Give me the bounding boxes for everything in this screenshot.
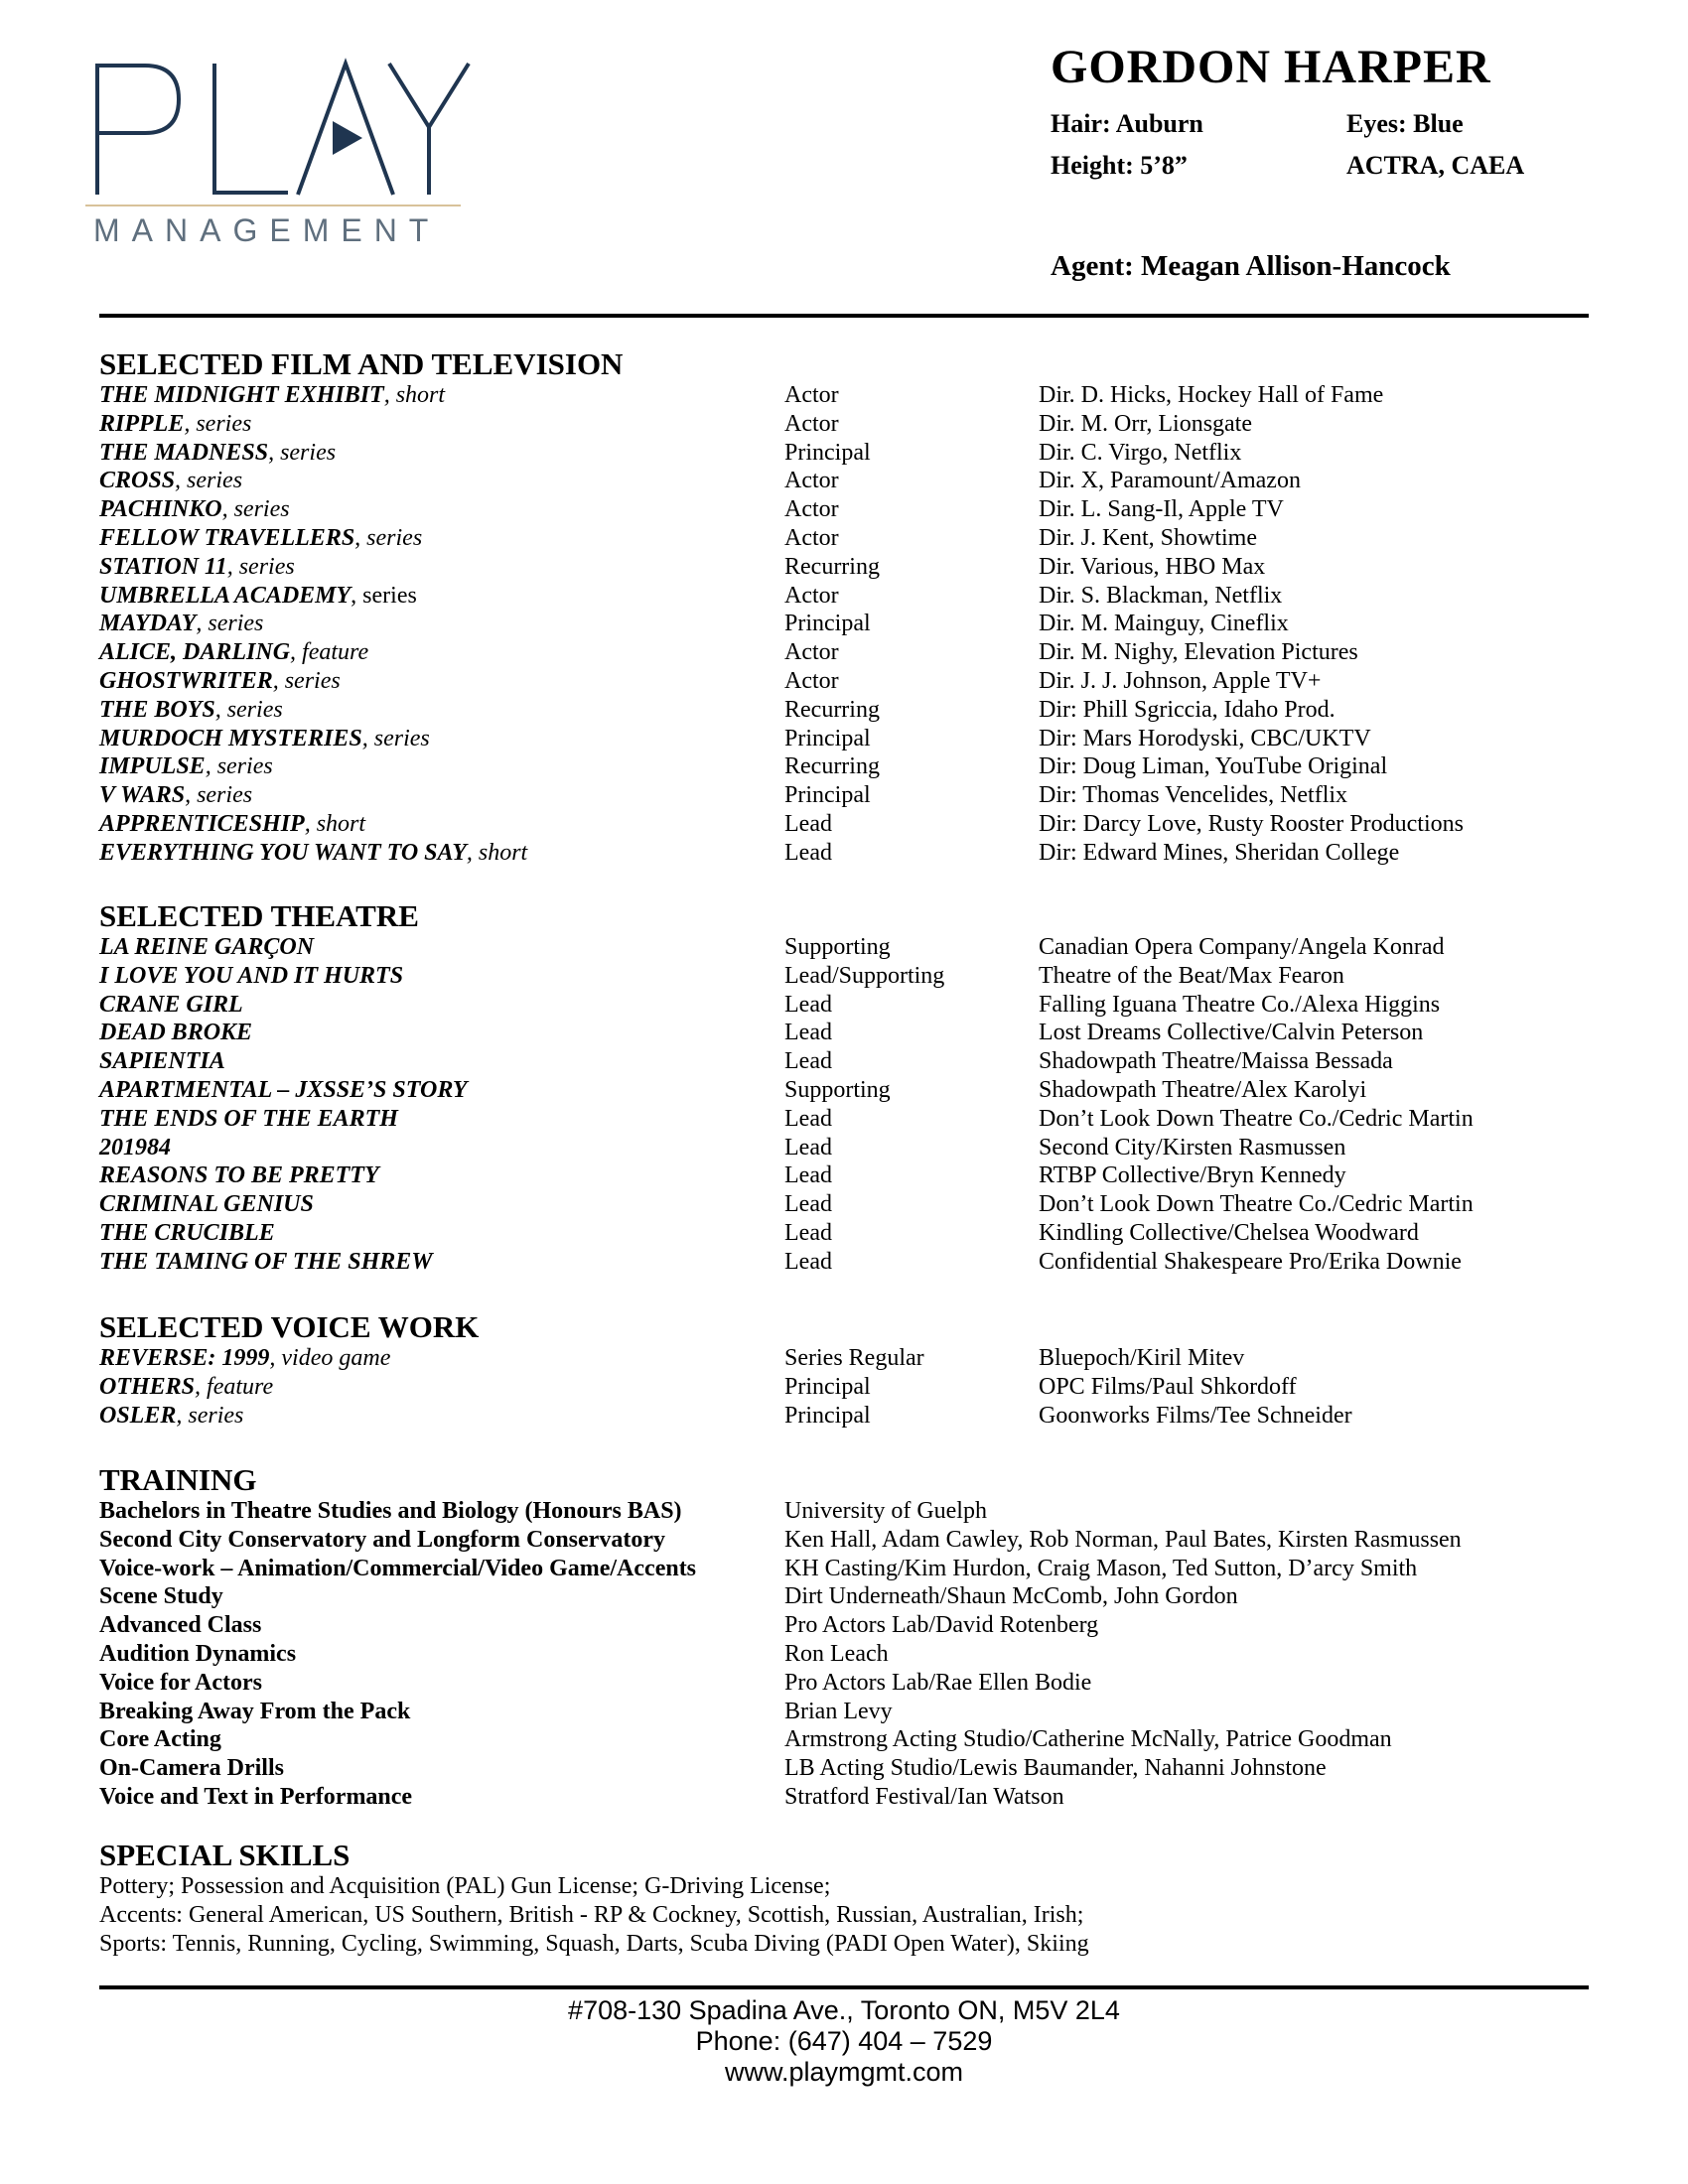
credit-row [99, 439, 1589, 468]
skills-line: Pottery; Possession and Acquisition (PAL) Gun License; G-Driving License; [99, 1873, 831, 1899]
credit-title: OSLER [99, 1402, 177, 1429]
theatre-section [99, 899, 1589, 1277]
credit-row [99, 582, 1589, 611]
training-course: Bachelors in Theatre Studies and Biology (Honours BAS) [99, 1498, 682, 1524]
credit-role: Lead [784, 810, 832, 837]
credit-title-cell [99, 781, 252, 810]
credit-director: Dir: Phill Sgriccia, Idaho Prod. [1039, 696, 1336, 723]
credit-title-cell [99, 1019, 252, 1047]
training-list [99, 1497, 1589, 1812]
training-instructor: Pro Actors Lab/David Rotenberg [784, 1612, 1099, 1639]
credit-director: Canadian Opera Company/Angela Konrad [1039, 934, 1445, 960]
credit-title-cell [99, 1161, 379, 1190]
training-course: Scene Study [99, 1583, 223, 1610]
credit-row [99, 1190, 1589, 1219]
credit-format: , series [214, 696, 283, 723]
credit-title: V WARS [99, 782, 186, 809]
credit-director: Kindling Collective/Chelsea Woodward [1039, 1219, 1419, 1246]
credit-role: Supporting [784, 1076, 891, 1103]
credit-role: Actor [784, 524, 839, 551]
credit-row [99, 991, 1589, 1020]
credit-director: Dir: Doug Liman, YouTube Original [1039, 753, 1388, 780]
credit-role: Lead [784, 1162, 832, 1189]
credit-role: Recurring [784, 553, 880, 580]
logo-divider [85, 205, 461, 206]
credit-row [99, 839, 1589, 868]
credit-title: APARTMENTAL – JXSSE’S STORY [99, 1076, 468, 1103]
credit-title-cell [99, 1076, 468, 1105]
film-credit-list [99, 381, 1589, 868]
credit-title-cell [99, 933, 314, 962]
credit-row [99, 638, 1589, 667]
credit-director: Dir. L. Sang-Il, Apple TV [1039, 496, 1284, 523]
credit-title-cell [99, 467, 242, 495]
credit-title-cell [99, 553, 295, 582]
credit-title-cell [99, 381, 445, 410]
training-row [99, 1611, 1589, 1640]
credit-director: Don’t Look Down Theatre Co./Cedric Martin [1039, 1105, 1474, 1132]
training-course: Advanced Class [99, 1612, 262, 1639]
union-affiliations: ACTRA, CAEA [1346, 151, 1525, 180]
credit-title: FELLOW TRAVELLERS [99, 524, 355, 551]
credit-director: Dir: Edward Mines, Sheridan College [1039, 839, 1400, 866]
agency-phone: Phone: (647) 404 – 7529 [695, 2026, 993, 2056]
training-row [99, 1497, 1589, 1526]
credit-role: Principal [784, 1402, 871, 1429]
section-heading: SELECTED VOICE WORK [99, 1309, 480, 1344]
header-divider [99, 314, 1589, 318]
section-heading: TRAINING [99, 1462, 257, 1497]
credit-row [99, 495, 1589, 524]
credit-row [99, 1248, 1589, 1277]
training-instructor: Ron Leach [784, 1640, 889, 1667]
credit-title: MURDOCH MYSTERIES [99, 725, 362, 751]
credit-role: Principal [784, 782, 871, 809]
credit-role: Lead [784, 1105, 832, 1132]
credit-row [99, 1019, 1589, 1047]
credit-format: , series [196, 611, 264, 637]
credit-role: Lead [784, 1020, 832, 1046]
credit-title-cell [99, 439, 336, 468]
credit-role: Principal [784, 611, 871, 637]
credit-row [99, 1047, 1589, 1076]
credit-row [99, 962, 1589, 991]
credit-format: , short [466, 839, 528, 866]
credit-title-cell [99, 582, 417, 611]
training-instructor: University of Guelph [784, 1498, 987, 1524]
footer-divider [99, 1985, 1589, 1989]
credit-title: PACHINKO [99, 496, 222, 523]
credit-role: Actor [784, 382, 839, 408]
credit-title: THE TAMING OF THE SHREW [99, 1248, 433, 1275]
credit-role: Actor [784, 667, 839, 694]
credit-title-cell [99, 495, 290, 524]
actor-name: GORDON HARPER [1051, 41, 1491, 93]
play-logo-wordmark [93, 56, 471, 205]
section-heading: SELECTED FILM AND TELEVISION [99, 346, 624, 381]
credit-title: OTHERS [99, 1373, 196, 1400]
credit-format: , feature [290, 639, 369, 666]
credit-role: Principal [784, 439, 871, 466]
agent-name: Agent: Meagan Allison-Hancock [1051, 250, 1451, 282]
credit-title: MAYDAY [99, 611, 197, 637]
credit-director: Theatre of the Beat/Max Fearon [1039, 962, 1344, 989]
credit-row [99, 1105, 1589, 1134]
credit-format: , series [354, 524, 423, 551]
eye-color: Eyes: Blue [1346, 109, 1464, 138]
credit-title: THE BOYS [99, 696, 215, 723]
credit-row [99, 1402, 1589, 1431]
credit-row [99, 553, 1589, 582]
credit-director: Dir. Various, HBO Max [1039, 553, 1266, 580]
credit-format: , series [185, 782, 253, 809]
credit-title: STATION 11 [99, 553, 227, 580]
voice-credit-list [99, 1344, 1589, 1430]
credit-title: THE ENDS OF THE EARTH [99, 1105, 398, 1132]
credit-director: Don’t Look Down Theatre Co./Cedric Martin [1039, 1191, 1474, 1218]
credit-title: IMPULSE [99, 753, 206, 780]
training-course: Voice for Actors [99, 1669, 262, 1696]
credit-title: UMBRELLA ACADEMY [99, 582, 352, 609]
credit-director: Dir: Thomas Vencelides, Netflix [1039, 782, 1348, 809]
training-row [99, 1725, 1589, 1754]
credit-format: , short [383, 382, 446, 408]
credit-director: Dir. X, Paramount/Amazon [1039, 468, 1301, 494]
credit-director: Bluepoch/Kiril Mitev [1039, 1345, 1245, 1371]
credit-role: Actor [784, 582, 839, 609]
credit-title-cell [99, 410, 251, 439]
credit-title: REASONS TO BE PRETTY [99, 1162, 379, 1189]
credit-row [99, 610, 1589, 638]
credit-format: , series [205, 753, 273, 780]
credit-director: Dir. M. Mainguy, Cineflix [1039, 611, 1289, 637]
training-row [99, 1582, 1589, 1611]
credit-row [99, 1161, 1589, 1190]
credit-row [99, 1076, 1589, 1105]
credit-title: LA REINE GARÇON [99, 934, 315, 960]
credit-title-cell [99, 667, 341, 696]
credit-title-cell [99, 1402, 243, 1431]
credit-role: Supporting [784, 934, 891, 960]
credit-title: THE MIDNIGHT EXHIBIT [99, 382, 384, 408]
credit-row [99, 1134, 1589, 1162]
credit-row [99, 467, 1589, 495]
credit-director: Dir: Darcy Love, Rusty Rooster Productions [1039, 810, 1464, 837]
credit-director: Dir. J. J. Johnson, Apple TV+ [1039, 667, 1322, 694]
credit-role: Actor [784, 639, 839, 666]
credit-title-cell [99, 962, 403, 991]
credit-director: Goonworks Films/Tee Schneider [1039, 1402, 1352, 1429]
credit-director: Second City/Kirsten Rasmussen [1039, 1134, 1346, 1160]
credit-title-cell [99, 1190, 314, 1219]
credit-title-cell [99, 1373, 273, 1402]
credit-title: DEAD BROKE [99, 1020, 253, 1046]
credit-title: CRIMINAL GENIUS [99, 1191, 314, 1218]
training-course: Voice-work – Animation/Commercial/Video Game/Accents [99, 1555, 697, 1581]
film-tv-section [99, 347, 1589, 868]
training-row [99, 1698, 1589, 1726]
credit-title-cell [99, 524, 422, 553]
credit-role: Lead/Supporting [784, 962, 945, 989]
credit-format: , series [184, 410, 252, 437]
credit-row [99, 1344, 1589, 1373]
credit-row [99, 933, 1589, 962]
credit-format: , series [221, 496, 290, 523]
agency-footer [0, 1995, 1688, 2088]
credit-title-cell [99, 1344, 390, 1373]
credit-role: Actor [784, 410, 839, 437]
credit-title-cell [99, 810, 365, 839]
agency-address: #708-130 Spadina Ave., Toronto ON, M5V 2L4 [568, 1995, 1120, 2025]
credit-format: , series [226, 553, 295, 580]
logo-subtitle: MANAGEMENT [93, 212, 441, 248]
skills-line: Accents: General American, US Southern, British - RP & Cockney, Scottish, Russian, Australian, Irish; [99, 1901, 1084, 1928]
credit-row [99, 524, 1589, 553]
training-row [99, 1640, 1589, 1669]
credit-title: APPRENTICESHIP [99, 810, 305, 837]
credit-title: ALICE, DARLING [99, 639, 291, 666]
training-instructor: Ken Hall, Adam Cawley, Rob Norman, Paul Bates, Kirsten Rasmussen [784, 1526, 1462, 1553]
training-instructor: KH Casting/Kim Hurdon, Craig Mason, Ted Sutton, D’arcy Smith [784, 1555, 1418, 1581]
voice-section [99, 1310, 1589, 1430]
training-course: Second City Conservatory and Longform Conservatory [99, 1526, 665, 1553]
credit-director: Dir: Mars Horodyski, CBC/UKTV [1039, 725, 1371, 751]
credit-title: REVERSE: 1999 [99, 1345, 270, 1371]
credit-director: OPC Films/Paul Shkordoff [1039, 1373, 1297, 1400]
credit-row [99, 781, 1589, 810]
training-course: Breaking Away From the Pack [99, 1698, 411, 1724]
credit-title-cell [99, 1047, 225, 1076]
credit-row [99, 381, 1589, 410]
credit-role: Principal [784, 725, 871, 751]
credit-role: Actor [784, 496, 839, 523]
credit-title: THE MADNESS [99, 439, 269, 466]
credit-director: Dir. J. Kent, Showtime [1039, 524, 1257, 551]
credit-title-cell [99, 1105, 398, 1134]
credit-row [99, 667, 1589, 696]
credit-row [99, 810, 1589, 839]
training-row [99, 1754, 1589, 1783]
credit-row [99, 1373, 1589, 1402]
credit-role: Lead [784, 1219, 832, 1246]
training-row [99, 1669, 1589, 1698]
credit-role: Principal [784, 1373, 871, 1400]
hair-color: Hair: Auburn [1051, 109, 1203, 138]
credit-title-cell [99, 752, 273, 781]
agency-website[interactable]: www.playmgmt.com [724, 2057, 964, 2087]
credit-role: Lead [784, 1134, 832, 1160]
credit-title-cell [99, 638, 368, 667]
credit-title: CROSS [99, 468, 176, 494]
credit-format: , series [361, 725, 430, 751]
training-instructor: Dirt Underneath/Shaun McComb, John Gordon [784, 1583, 1238, 1610]
credit-format: , series [272, 667, 341, 694]
credit-role: Series Regular [784, 1345, 924, 1371]
credit-title: THE CRUCIBLE [99, 1219, 275, 1246]
theatre-credit-list [99, 933, 1589, 1277]
credit-director: Dir. C. Virgo, Netflix [1039, 439, 1242, 466]
credit-title: GHOSTWRITER [99, 667, 273, 694]
credit-title: CRANE GIRL [99, 991, 243, 1018]
training-row [99, 1783, 1589, 1812]
skills-line: Sports: Tennis, Running, Cycling, Swimming, Squash, Darts, Scuba Diving (PADI Open Water), Skiing [99, 1930, 1089, 1957]
credit-format: , series [175, 468, 243, 494]
training-course: Core Acting [99, 1726, 221, 1753]
credit-title-cell [99, 1134, 171, 1162]
credit-director: Dir. D. Hicks, Hockey Hall of Fame [1039, 382, 1384, 408]
credit-title-cell [99, 1219, 275, 1248]
credit-row [99, 752, 1589, 781]
training-instructor: Brian Levy [784, 1698, 893, 1724]
section-heading: SPECIAL SKILLS [99, 1838, 351, 1872]
credit-row [99, 1219, 1589, 1248]
training-instructor: LB Acting Studio/Lewis Baumander, Nahanni Johnstone [784, 1755, 1327, 1782]
credit-director: Dir. M. Nighy, Elevation Pictures [1039, 639, 1358, 666]
training-course: Voice and Text in Performance [99, 1783, 413, 1810]
credit-director: Falling Iguana Theatre Co./Alexa Higgins [1039, 991, 1441, 1018]
credit-format: , feature [195, 1373, 274, 1400]
credit-director: Lost Dreams Collective/Calvin Peterson [1039, 1020, 1424, 1046]
training-instructor: Armstrong Acting Studio/Catherine McNally, Patrice Goodman [784, 1726, 1392, 1753]
credit-role: Lead [784, 1191, 832, 1218]
section-heading: SELECTED THEATRE [99, 898, 419, 933]
credit-title-cell [99, 696, 283, 725]
credit-role: Lead [784, 1048, 832, 1075]
credit-title-cell [99, 839, 527, 868]
training-course: Audition Dynamics [99, 1640, 297, 1667]
training-instructor: Stratford Festival/Ian Watson [784, 1783, 1064, 1810]
credit-role: Lead [784, 991, 832, 1018]
training-instructor: Pro Actors Lab/Rae Ellen Bodie [784, 1669, 1092, 1696]
credit-format: , short [304, 810, 366, 837]
credit-format: , video game [269, 1345, 391, 1371]
credit-title-cell [99, 610, 263, 638]
credit-role: Lead [784, 1248, 832, 1275]
credit-role: Actor [784, 468, 839, 494]
credit-director: Dir. S. Blackman, Netflix [1039, 582, 1283, 609]
credit-title-cell [99, 991, 243, 1020]
credit-role: Recurring [784, 696, 880, 723]
training-section [99, 1463, 1589, 1812]
credit-director: Confidential Shakespeare Pro/Erika Downie [1039, 1248, 1462, 1275]
credit-format: , series [268, 439, 337, 466]
height: Height: 5’8” [1051, 151, 1188, 180]
credit-row [99, 696, 1589, 725]
credit-title-cell [99, 1248, 433, 1277]
credit-row [99, 725, 1589, 753]
credit-title-cell [99, 725, 430, 753]
training-row [99, 1555, 1589, 1583]
credit-title: SAPIENTIA [99, 1048, 225, 1075]
credit-format: , series [351, 582, 417, 609]
credit-director: Shadowpath Theatre/Alex Karolyi [1039, 1076, 1367, 1103]
training-row [99, 1526, 1589, 1555]
credit-director: RTBP Collective/Bryn Kennedy [1039, 1162, 1346, 1189]
credit-title: RIPPLE [99, 410, 185, 437]
credit-director: Dir. M. Orr, Lionsgate [1039, 410, 1253, 437]
credit-title: I LOVE YOU AND IT HURTS [99, 962, 404, 989]
credit-row [99, 410, 1589, 439]
credit-director: Shadowpath Theatre/Maissa Bessada [1039, 1048, 1393, 1075]
special-skills-section [99, 1839, 1589, 1958]
credit-role: Lead [784, 839, 832, 866]
training-course: On-Camera Drills [99, 1755, 284, 1782]
credit-format: , series [176, 1402, 244, 1429]
credit-role: Recurring [784, 753, 880, 780]
credit-title: 201984 [99, 1134, 171, 1160]
credit-title: EVERYTHING YOU WANT TO SAY [99, 839, 467, 866]
